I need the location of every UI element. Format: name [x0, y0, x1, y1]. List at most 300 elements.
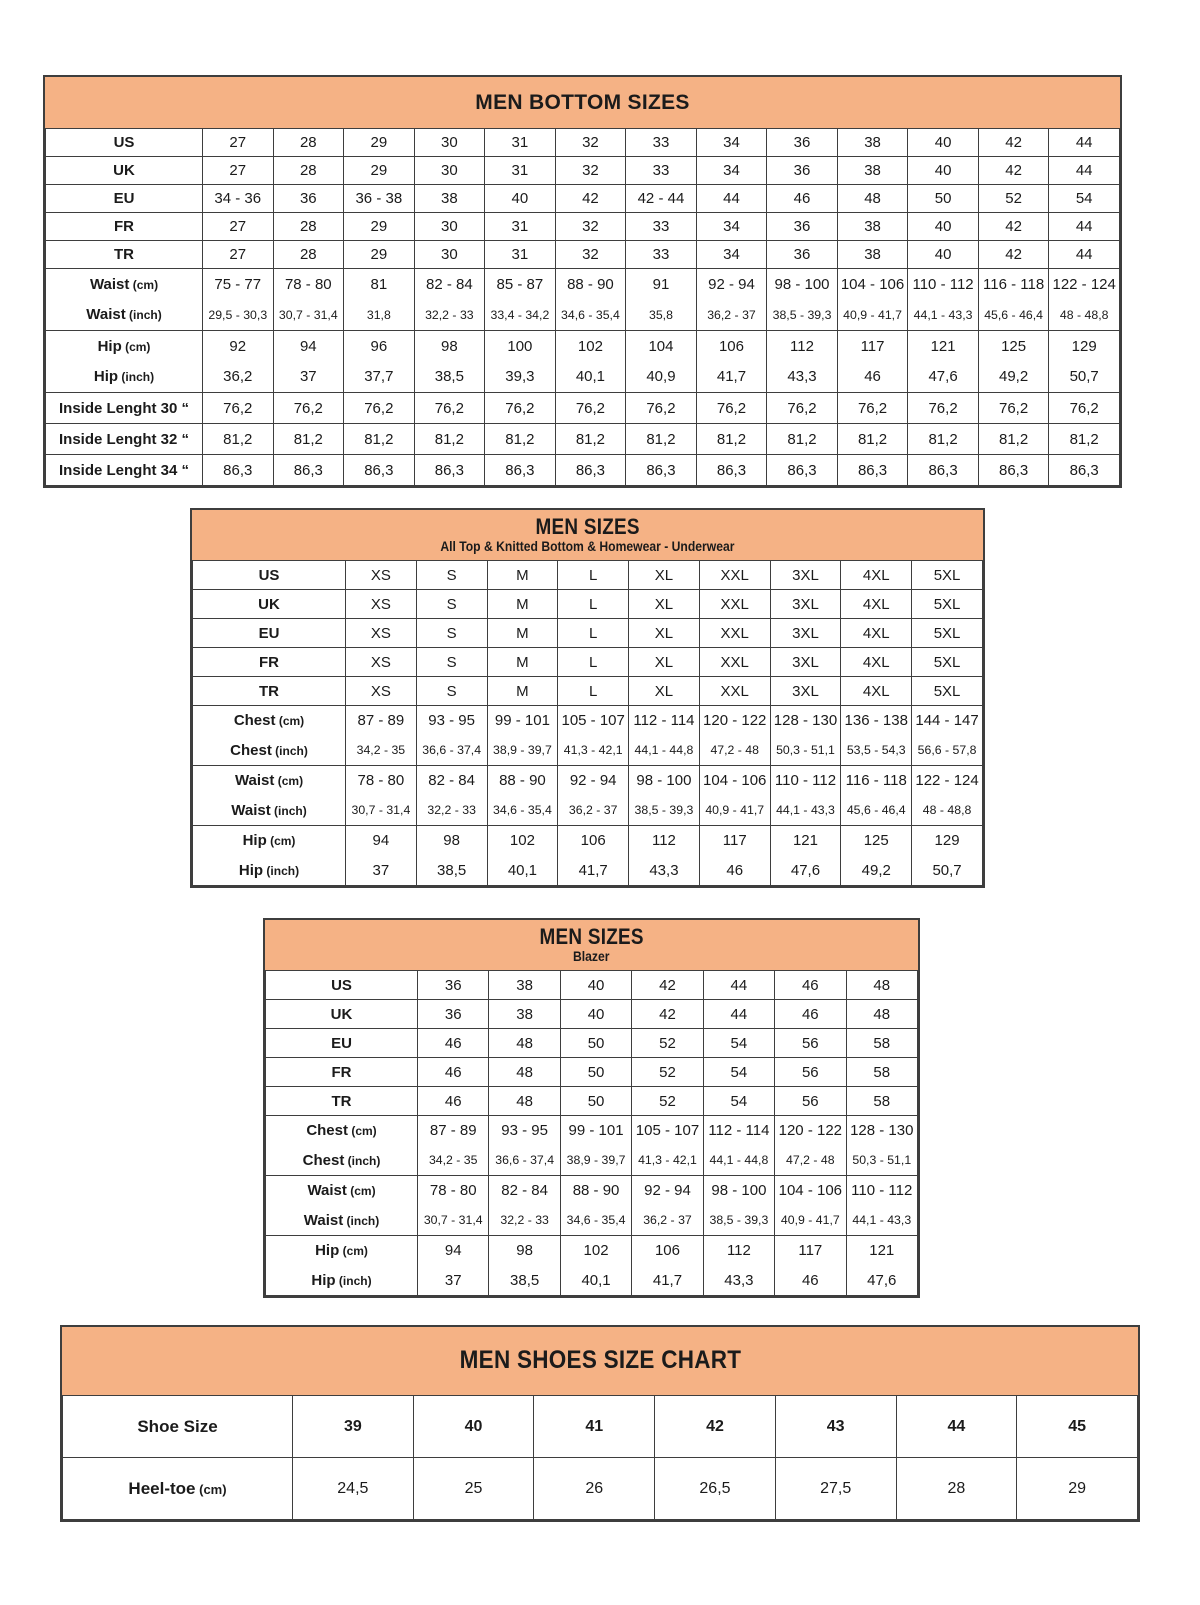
value-cell: 26	[534, 1458, 655, 1520]
row-unit-text: (inch)	[343, 1213, 380, 1228]
value-cell: 37	[346, 856, 417, 886]
value-cell: 34,6 - 35,4	[555, 300, 626, 331]
value-cell: M	[487, 619, 558, 648]
value-cell: 28	[273, 241, 344, 269]
table-title: MEN SIZES	[539, 923, 644, 949]
size-row	[46, 213, 1120, 241]
value-cell: 42	[978, 157, 1049, 185]
value-cell: 81,2	[978, 424, 1049, 455]
value-cell: 33	[626, 129, 697, 157]
value-cell: 98	[416, 826, 487, 856]
row-label	[193, 796, 346, 826]
value-cell: 121	[846, 1236, 917, 1266]
value-cell: 112	[703, 1236, 774, 1266]
value-cell: 28	[273, 129, 344, 157]
value-cell: 25	[413, 1458, 534, 1520]
value-cell: 34	[696, 157, 767, 185]
value-cell: 29	[344, 213, 415, 241]
value-cell: 32	[555, 129, 626, 157]
value-cell: 92	[203, 331, 274, 362]
value-cell: M	[487, 590, 558, 619]
row-label-text: Waist	[303, 1211, 344, 1229]
value-cell: 76,2	[978, 393, 1049, 424]
value-cell: 81	[344, 269, 415, 300]
table-subtitle: Blazer	[573, 949, 610, 965]
value-cell: 86,3	[273, 455, 344, 486]
value-cell: 81,2	[767, 424, 838, 455]
row-label	[266, 1087, 418, 1116]
row-label	[266, 1146, 418, 1176]
value-cell: 81,2	[696, 424, 767, 455]
value-cell: 76,2	[696, 393, 767, 424]
value-cell: 49,2	[978, 362, 1049, 393]
value-cell: 38	[837, 129, 908, 157]
value-cell: 46	[418, 1058, 489, 1087]
value-cell: 76,2	[344, 393, 415, 424]
value-cell: 40	[908, 213, 979, 241]
value-cell: 50,3 - 51,1	[770, 736, 841, 766]
row-label-text: Hip	[311, 1271, 336, 1289]
measure-row	[46, 362, 1120, 393]
value-cell: 4XL	[841, 590, 912, 619]
value-cell: 44	[703, 971, 774, 1000]
row-unit-text: (cm)	[195, 1481, 227, 1497]
value-cell: XS	[346, 648, 417, 677]
value-cell: 29,5 - 30,3	[203, 300, 274, 331]
value-cell: 102	[555, 331, 626, 362]
value-cell: 102	[560, 1236, 631, 1266]
value-cell: 52	[978, 185, 1049, 213]
value-cell: 46	[418, 1087, 489, 1116]
value-cell: 36	[767, 129, 838, 157]
table-subtitle: All Top & Knitted Bottom & Homewear - Underwear	[440, 539, 735, 555]
value-cell: 40,1	[487, 856, 558, 886]
value-cell: 30,7 - 31,4	[346, 796, 417, 826]
men-bottom-sizes-header	[45, 77, 1120, 128]
value-cell: 4XL	[841, 561, 912, 590]
value-cell: 44	[1049, 241, 1120, 269]
value-cell: 86,3	[344, 455, 415, 486]
men-shoes-size-chart-table	[60, 1325, 1140, 1522]
value-cell: 40	[413, 1396, 534, 1458]
value-cell: 86,3	[767, 455, 838, 486]
value-cell: 34	[696, 241, 767, 269]
value-cell: 91	[626, 269, 697, 300]
row-label	[46, 424, 203, 455]
value-cell: 98	[414, 331, 485, 362]
value-cell: 36,6 - 37,4	[489, 1146, 560, 1176]
value-cell: 32,2 - 33	[414, 300, 485, 331]
value-cell: 40	[560, 971, 631, 1000]
value-cell: 122 - 124	[912, 766, 983, 796]
value-cell: 30	[414, 213, 485, 241]
row-label-text: US	[331, 976, 352, 994]
value-cell: 36 - 38	[344, 185, 415, 213]
value-cell: 43,3	[629, 856, 700, 886]
value-cell: 46	[775, 971, 846, 1000]
value-cell: 58	[846, 1058, 917, 1087]
size-row	[193, 590, 983, 619]
value-cell: 45	[1017, 1396, 1138, 1458]
value-cell: 110 - 112	[770, 766, 841, 796]
value-cell: 37	[273, 362, 344, 393]
value-cell: 32	[555, 241, 626, 269]
row-label	[46, 300, 203, 331]
value-cell: 144 - 147	[912, 706, 983, 736]
value-cell: 76,2	[485, 393, 556, 424]
value-cell: 104 - 106	[699, 766, 770, 796]
value-cell: 34	[696, 213, 767, 241]
row-label-text: TR	[331, 1092, 352, 1110]
value-cell: 52	[632, 1029, 703, 1058]
value-cell: 110 - 112	[908, 269, 979, 300]
value-cell: 4XL	[841, 619, 912, 648]
value-cell: 88 - 90	[555, 269, 626, 300]
value-cell: XXL	[699, 590, 770, 619]
value-cell: 56	[775, 1087, 846, 1116]
value-cell: 35,8	[626, 300, 697, 331]
row-label-text: UK	[258, 595, 280, 613]
value-cell: 32,2 - 33	[416, 796, 487, 826]
value-cell: S	[416, 561, 487, 590]
value-cell: 30	[414, 157, 485, 185]
size-row	[46, 157, 1120, 185]
value-cell: 3XL	[770, 561, 841, 590]
value-cell: 44,1 - 43,3	[770, 796, 841, 826]
value-cell: 40	[485, 185, 556, 213]
row-label-text: Hip	[315, 1242, 340, 1260]
value-cell: 41	[534, 1396, 655, 1458]
value-cell: 42	[978, 241, 1049, 269]
value-cell: 88 - 90	[487, 766, 558, 796]
value-cell: 38,5	[416, 856, 487, 886]
row-label-text: Inside Lenght 34 “	[58, 461, 190, 479]
men-sizes-tops-table	[190, 508, 985, 888]
value-cell: 86,3	[837, 455, 908, 486]
value-cell: 47,6	[846, 1266, 917, 1296]
value-cell: XS	[346, 561, 417, 590]
value-cell: 48	[846, 971, 917, 1000]
measure-row	[46, 300, 1120, 331]
value-cell: 44,1 - 44,8	[703, 1146, 774, 1176]
value-cell: 32	[555, 157, 626, 185]
row-label-text: EU	[258, 624, 280, 642]
value-cell: 136 - 138	[841, 706, 912, 736]
value-cell: 29	[1017, 1458, 1138, 1520]
value-cell: 125	[978, 331, 1049, 362]
value-cell: 58	[846, 1029, 917, 1058]
value-cell: 42	[555, 185, 626, 213]
measure-row	[193, 856, 983, 886]
value-cell: 86,3	[555, 455, 626, 486]
row-label-text: UK	[330, 1005, 353, 1023]
value-cell: 105 - 107	[558, 706, 629, 736]
row-label-text: FR	[114, 218, 134, 235]
value-cell: 98 - 100	[703, 1176, 774, 1206]
value-cell: 82 - 84	[416, 766, 487, 796]
row-label	[193, 590, 346, 619]
value-cell: 87 - 89	[418, 1116, 489, 1146]
value-cell: 82 - 84	[489, 1176, 560, 1206]
value-cell: 81,2	[273, 424, 344, 455]
men-sizes-blazer-table	[263, 918, 920, 1298]
value-cell: 3XL	[770, 677, 841, 706]
value-cell: 44,1 - 44,8	[629, 736, 700, 766]
value-cell: 121	[770, 826, 841, 856]
value-cell: 36	[767, 241, 838, 269]
measure-row	[193, 766, 983, 796]
value-cell: 36	[273, 185, 344, 213]
value-cell: 24,5	[293, 1458, 414, 1520]
value-cell: 36	[418, 971, 489, 1000]
value-cell: 92 - 94	[558, 766, 629, 796]
value-cell: 36,2 - 37	[558, 796, 629, 826]
value-cell: 34,2 - 35	[346, 736, 417, 766]
value-cell: 106	[696, 331, 767, 362]
value-cell: S	[416, 619, 487, 648]
value-cell: 41,7	[696, 362, 767, 393]
value-cell: 81,2	[203, 424, 274, 455]
row-label	[193, 677, 346, 706]
value-cell: XL	[629, 677, 700, 706]
row-label	[266, 1176, 418, 1206]
row-unit-text: (inch)	[344, 1153, 381, 1168]
value-cell: 112 - 114	[703, 1116, 774, 1146]
row-label	[46, 241, 203, 269]
row-label	[193, 561, 346, 590]
value-cell: 40	[908, 241, 979, 269]
value-cell: 46	[699, 856, 770, 886]
value-cell: 49,2	[841, 856, 912, 886]
value-cell: 52	[632, 1058, 703, 1087]
value-cell: 39	[293, 1396, 414, 1458]
value-cell: 36,2 - 37	[632, 1206, 703, 1236]
size-row	[266, 1058, 918, 1087]
value-cell: 33	[626, 157, 697, 185]
value-cell: L	[558, 619, 629, 648]
value-cell: 42 - 44	[626, 185, 697, 213]
row-label-text: Chest	[306, 1122, 348, 1140]
measure-row	[266, 1206, 918, 1236]
row-label-text: US	[113, 134, 135, 151]
value-cell: XXL	[699, 619, 770, 648]
value-cell: 48	[489, 1058, 560, 1087]
value-cell: XXL	[699, 648, 770, 677]
value-cell: 120 - 122	[775, 1116, 846, 1146]
value-cell: 100	[485, 331, 556, 362]
value-cell: 45,6 - 46,4	[978, 300, 1049, 331]
value-cell: 75 - 77	[203, 269, 274, 300]
value-cell: 30	[414, 129, 485, 157]
row-label-text: TR	[259, 682, 279, 700]
value-cell: 40	[908, 157, 979, 185]
value-cell: 81,2	[414, 424, 485, 455]
row-label-text: Heel-toe	[128, 1478, 196, 1498]
size-row	[193, 648, 983, 677]
value-cell: 117	[699, 826, 770, 856]
row-unit-text: (cm)	[129, 277, 159, 292]
size-row	[266, 1029, 918, 1058]
measure-row	[46, 393, 1120, 424]
value-cell: M	[487, 677, 558, 706]
value-cell: 76,2	[203, 393, 274, 424]
value-cell: 4XL	[841, 677, 912, 706]
value-cell: S	[416, 648, 487, 677]
size-row	[266, 1087, 918, 1116]
men-sizes-tops-grid	[192, 560, 983, 886]
men-sizes-blazer-header	[265, 920, 918, 970]
row-unit-text: (cm)	[348, 1124, 377, 1139]
value-cell: 110 - 112	[846, 1176, 917, 1206]
value-cell: XL	[629, 590, 700, 619]
value-cell: 47,6	[770, 856, 841, 886]
value-cell: 28	[273, 213, 344, 241]
value-cell: 38,5 - 39,3	[703, 1206, 774, 1236]
value-cell: 30,7 - 31,4	[273, 300, 344, 331]
value-cell: 40,1	[560, 1266, 631, 1296]
row-label	[193, 648, 346, 677]
value-cell: 121	[908, 331, 979, 362]
value-cell: S	[416, 590, 487, 619]
value-cell: 50,3 - 51,1	[846, 1146, 917, 1176]
value-cell: 44	[1049, 157, 1120, 185]
value-cell: 76,2	[555, 393, 626, 424]
measure-row	[266, 1176, 918, 1206]
value-cell: 46	[775, 1000, 846, 1029]
value-cell: 36	[767, 157, 838, 185]
value-cell: 50	[560, 1058, 631, 1087]
value-cell: 45,6 - 46,4	[841, 796, 912, 826]
value-cell: 39,3	[485, 362, 556, 393]
row-label	[266, 1029, 418, 1058]
measure-row	[266, 1116, 918, 1146]
value-cell: 44,1 - 43,3	[846, 1206, 917, 1236]
table-title: MEN BOTTOM SIZES	[475, 90, 690, 114]
value-cell: 44	[1049, 213, 1120, 241]
value-cell: 48	[846, 1000, 917, 1029]
value-cell: 34,6 - 35,4	[487, 796, 558, 826]
men-sizes-blazer-grid	[265, 970, 918, 1296]
value-cell: 37	[418, 1266, 489, 1296]
value-cell: 81,2	[1049, 424, 1120, 455]
value-cell: 27	[203, 129, 274, 157]
value-cell: 38,5 - 39,3	[629, 796, 700, 826]
value-cell: S	[416, 677, 487, 706]
value-cell: 42	[978, 213, 1049, 241]
value-cell: M	[487, 561, 558, 590]
row-label	[46, 129, 203, 157]
row-label	[193, 856, 346, 886]
value-cell: 48 - 48,8	[1049, 300, 1120, 331]
measure-row	[46, 269, 1120, 300]
value-cell: 104 - 106	[775, 1176, 846, 1206]
measure-row	[266, 1236, 918, 1266]
value-cell: 53,5 - 54,3	[841, 736, 912, 766]
men-sizes-tops-body	[192, 560, 983, 886]
value-cell: 128 - 130	[846, 1116, 917, 1146]
value-cell: 42	[632, 1000, 703, 1029]
size-row	[46, 129, 1120, 157]
row-label	[266, 971, 418, 1000]
row-label	[46, 157, 203, 185]
size-row	[193, 561, 983, 590]
row-label-text: Chest	[230, 741, 272, 759]
row-unit-text: (inch)	[270, 803, 307, 818]
value-cell: 26,5	[655, 1458, 776, 1520]
value-cell: 36,2	[203, 362, 274, 393]
row-label-text: FR	[331, 1063, 352, 1081]
value-cell: 40,9 - 41,7	[699, 796, 770, 826]
value-cell: 98	[489, 1236, 560, 1266]
row-label	[266, 1116, 418, 1146]
value-cell: 94	[273, 331, 344, 362]
value-cell: L	[558, 677, 629, 706]
value-cell: 36	[418, 1000, 489, 1029]
value-cell: 54	[703, 1058, 774, 1087]
men-shoes-size-chart-grid	[62, 1395, 1138, 1520]
row-unit-text: (cm)	[266, 834, 296, 849]
size-row	[266, 971, 918, 1000]
value-cell: 48	[489, 1029, 560, 1058]
row-label	[46, 331, 203, 362]
row-unit-text: (cm)	[274, 774, 304, 789]
row-label-text: Hip	[93, 368, 119, 386]
value-cell: XL	[629, 561, 700, 590]
value-cell: 99 - 101	[487, 706, 558, 736]
row-unit-text: (inch)	[125, 308, 162, 323]
row-label-text: Chest	[302, 1151, 345, 1169]
value-cell: 28	[273, 157, 344, 185]
value-cell: 41,7	[558, 856, 629, 886]
size-row	[193, 619, 983, 648]
value-cell: L	[558, 561, 629, 590]
value-cell: 81,2	[626, 424, 697, 455]
size-row	[193, 677, 983, 706]
row-label	[266, 1266, 418, 1296]
value-cell: 93 - 95	[416, 706, 487, 736]
value-cell: 46	[418, 1029, 489, 1058]
value-cell: 28	[896, 1458, 1017, 1520]
value-cell: 120 - 122	[699, 706, 770, 736]
value-cell: 5XL	[912, 590, 983, 619]
value-cell: 50	[560, 1087, 631, 1116]
value-cell: 38,5 - 39,3	[767, 300, 838, 331]
row-label	[46, 455, 203, 486]
row-unit-text: (cm)	[121, 339, 151, 354]
value-cell: 78 - 80	[418, 1176, 489, 1206]
value-cell: 36,2 - 37	[696, 300, 767, 331]
value-cell: 46	[767, 185, 838, 213]
value-cell: 31,8	[344, 300, 415, 331]
row-label-text: Waist	[231, 801, 271, 819]
men-bottom-sizes-table	[43, 75, 1122, 488]
value-cell: XS	[346, 590, 417, 619]
row-label-text: Hip	[97, 337, 122, 355]
value-cell: 86,3	[908, 455, 979, 486]
measure-row	[46, 424, 1120, 455]
value-cell: 81,2	[344, 424, 415, 455]
value-cell: 41,3 - 42,1	[558, 736, 629, 766]
value-cell: 36	[767, 213, 838, 241]
value-cell: 117	[837, 331, 908, 362]
value-cell: 44	[696, 185, 767, 213]
value-cell: 112 - 114	[629, 706, 700, 736]
measure-row	[266, 1266, 918, 1296]
row-label-text: US	[258, 566, 280, 584]
value-cell: 31	[485, 157, 556, 185]
value-cell: 54	[703, 1087, 774, 1116]
value-cell: 125	[841, 826, 912, 856]
